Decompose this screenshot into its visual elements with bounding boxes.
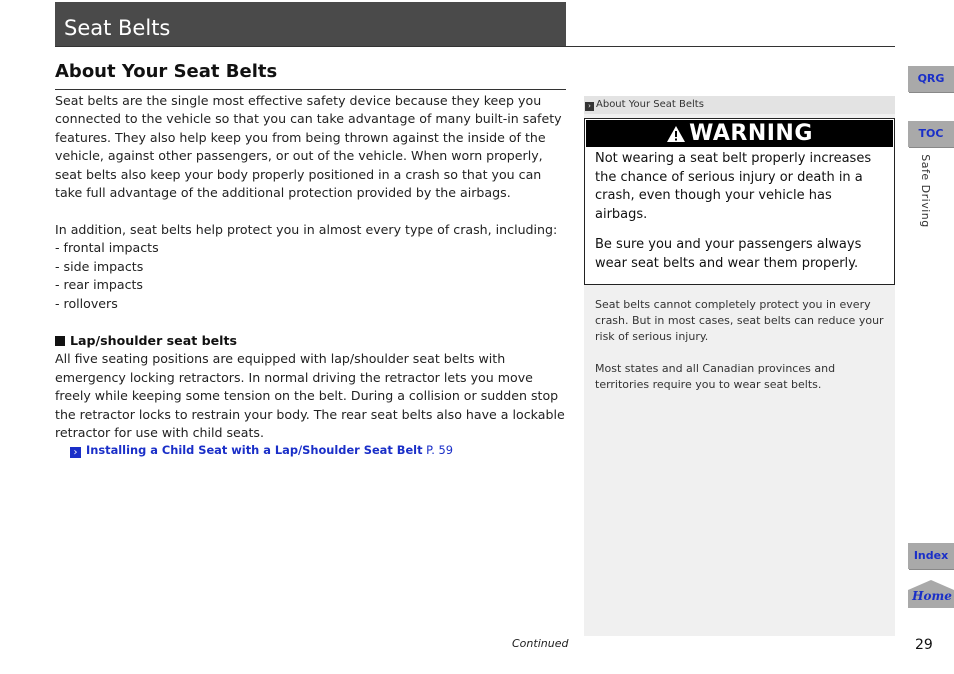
warning-banner: [586, 120, 893, 147]
intro-paragraph: [55, 92, 570, 202]
link-arrow-icon: ›: [70, 447, 81, 458]
warning-line: Not wearing a seat belt properly increases the chance of serious injury or death in a crash, even though your vehicle has airbags.: [595, 151, 872, 222]
home-tab[interactable]: [908, 580, 954, 608]
lap-belt-text: All five seating positions are equipped with lap/shoulder seat belts with emergency locking retractors. In normal driving the retractor lets you move freely while keeping some tension on the belt. During a collision or sudden stop the retractor locks to restrain your body. The rear seat belts also have a lockable retractor for use with child seats.: [55, 351, 565, 441]
list-item: - rollovers: [55, 295, 118, 311]
title-bar: [55, 2, 566, 46]
lap-belt-section: [55, 332, 570, 442]
link-title: Installing a Child Seat with a Lap/Shoulder Seat Belt: [86, 443, 423, 457]
list-item: - frontal impacts: [55, 240, 159, 256]
warning-label: WARNING: [689, 121, 813, 146]
page-number: 29: [915, 637, 933, 653]
continued-label: Continued: [512, 637, 569, 650]
list-item: - rear impacts: [55, 277, 143, 293]
page-title: Seat Belts: [64, 16, 171, 40]
chapter-label: Safe Driving: [919, 154, 932, 228]
side-panel-heading-text: About Your Seat Belts: [596, 99, 704, 110]
list-item: - side impacts: [55, 258, 144, 274]
warning-box: [584, 118, 895, 285]
section-heading: About Your Seat Belts: [55, 61, 278, 82]
home-label: Home: [912, 589, 952, 603]
side-notes: [595, 297, 885, 393]
warning-line: Be sure you and your passengers always wear seat belts and wear them properly.: [595, 237, 862, 271]
side-note: Most states and all Canadian provinces and territories require you to wear seat belts.: [595, 362, 836, 391]
index-tab[interactable]: Index: [908, 543, 954, 569]
side-note: Seat belts cannot completely protect you in every crash. But in most cases, seat belts can reduce your risk of serious injury.: [595, 298, 884, 343]
intro-text: Seat belts are the single most effective safety device because they keep you connected to the vehicle so that you can take advantage of many built-in safety features. They also help keep you from being thrown against the inside of the vehicle, against other passengers, or out of the vehicle. When worn properly, seat belts also keep your body properly positioned in a crash so that you can take full advantage of the additional protection provided by the airbags.: [55, 93, 562, 201]
toc-tab[interactable]: TOC: [908, 121, 954, 147]
title-divider: [55, 46, 895, 47]
warning-triangle-icon: [666, 125, 686, 143]
section-divider: [55, 89, 566, 90]
lap-heading-text: Lap/shoulder seat belts: [70, 333, 238, 348]
side-panel-heading: [584, 96, 895, 114]
small-arrow-icon: ›: [585, 102, 594, 111]
child-seat-link[interactable]: [70, 441, 453, 459]
qrg-tab[interactable]: QRG: [908, 66, 954, 92]
square-bullet-icon: [55, 336, 65, 346]
warning-text: [595, 150, 887, 273]
crash-intro-text: In addition, seat belts help protect you in almost every type of crash, including:: [55, 222, 558, 237]
link-page: P. 59: [426, 443, 453, 457]
lap-belt-heading: [55, 332, 570, 350]
crash-types-section: [55, 221, 570, 313]
